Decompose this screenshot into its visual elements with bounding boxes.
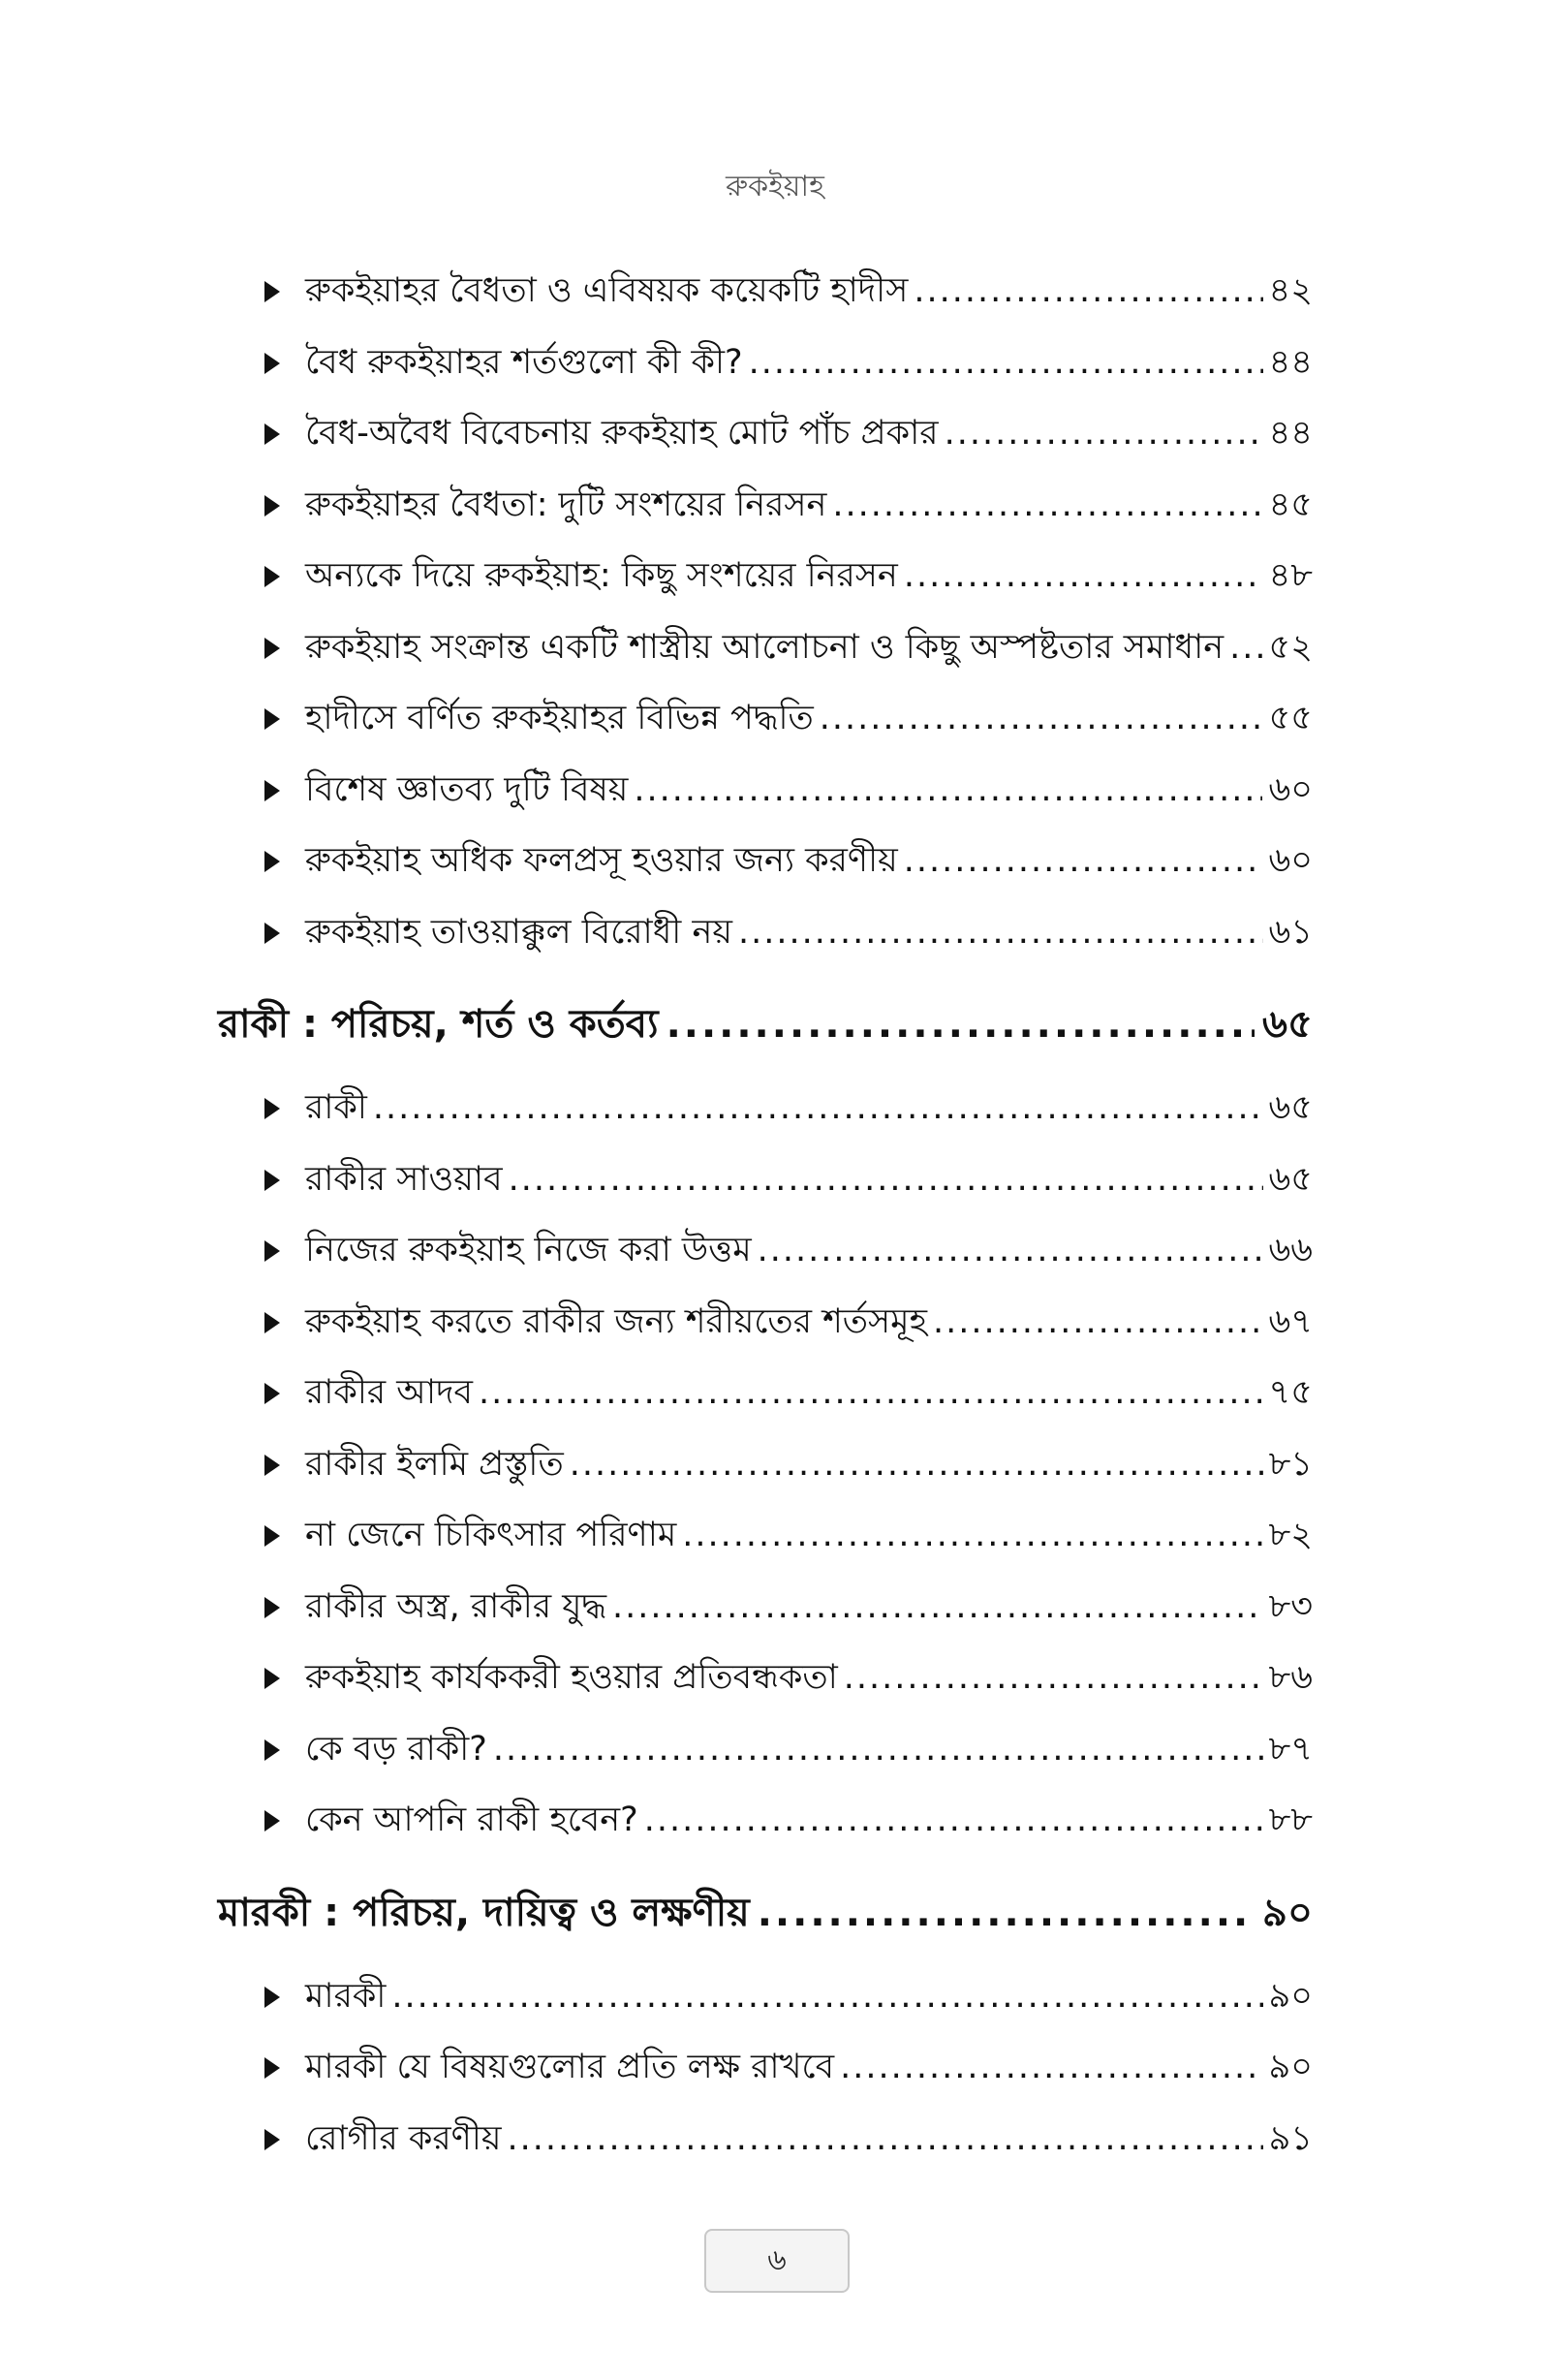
toc-entry-label: বিশেষ জ্ঞাতব্য দুটি বিষয়	[305, 769, 629, 809]
dot-leader	[749, 343, 1263, 382]
triangle-bullet-icon	[264, 423, 280, 445]
dot-leader	[820, 699, 1263, 737]
toc-entry	[218, 335, 1313, 407]
triangle-bullet-icon	[264, 281, 280, 302]
dot-leader	[945, 414, 1263, 453]
toc-entry-label: রাকী	[305, 1088, 367, 1127]
triangle-bullet-icon	[264, 1739, 280, 1761]
dot-leader	[479, 1373, 1263, 1412]
toc-entry-label: রুকইয়াহ সংক্রান্ত একটি শাস্ত্রীয় আলোচনা ও কিছু অস্পষ্টতার সমাধান	[305, 627, 1224, 667]
triangle-bullet-icon	[264, 1810, 280, 1832]
toc-entry-label: রুকইয়াহর বৈধতা: দুটি সংশয়ের নিরসন	[305, 485, 827, 524]
toc-entry-label: রুকইয়াহ অধিক ফলপ্রসূ হওয়ার জন্য করণীয়	[305, 841, 898, 880]
triangle-bullet-icon	[264, 1312, 280, 1333]
toc-entry-label: বৈধ রুকইয়াহর শর্তগুলো কী কী?	[305, 342, 743, 382]
dot-leader	[904, 841, 1263, 880]
toc-entry-page: ৮২	[1268, 1516, 1313, 1554]
toc-entry	[218, 1722, 1313, 1794]
dot-leader	[1229, 628, 1262, 667]
toc-entry-page: ৮৭	[1268, 1729, 1313, 1769]
toc-entry-page: ৮৩	[1268, 1586, 1313, 1626]
toc-group-2	[218, 1080, 1313, 1864]
dot-leader	[758, 1231, 1263, 1269]
section-title: রাকী : পরিচয়, শর্ত ও কর্তব্য	[218, 1002, 659, 1047]
toc-entry-page: ৪৪	[1268, 414, 1313, 453]
toc-group-1	[218, 264, 1313, 976]
toc-entry-page: ৯০	[1268, 1976, 1313, 2016]
dot-leader	[373, 1088, 1263, 1127]
dot-leader	[570, 1445, 1263, 1484]
triangle-bullet-icon	[264, 923, 280, 944]
triangle-bullet-icon	[264, 1240, 280, 1262]
toc-entry-page: ৪২	[1268, 271, 1313, 310]
toc-entry	[218, 1437, 1313, 1509]
toc-entry-page: ৬৬	[1268, 1231, 1313, 1269]
dot-leader	[634, 770, 1262, 809]
toc-entry-label: রাকীর ইলমি প্রস্তুতি	[305, 1444, 564, 1484]
dot-leader	[493, 1730, 1263, 1769]
dot-leader	[612, 1587, 1263, 1626]
toc-entry-page: ৯০	[1268, 2048, 1313, 2086]
dot-leader	[933, 1302, 1263, 1341]
toc-entry-label: হাদীসে বর্ণিত রুকইয়াহর বিভিন্ন পদ্ধতি	[305, 699, 814, 737]
toc-entry-label: নিজের রুকইয়াহ নিজে করা উত্তম	[305, 1231, 752, 1269]
triangle-bullet-icon	[264, 1170, 280, 1191]
dot-leader	[507, 2119, 1262, 2158]
toc-section-heading	[218, 993, 1313, 1080]
toc-entry	[218, 1295, 1313, 1366]
dot-leader	[666, 1002, 1255, 1047]
toc-entry	[218, 1650, 1313, 1722]
toc-entry	[218, 2112, 1313, 2183]
toc-entry	[218, 2040, 1313, 2112]
dot-leader	[914, 271, 1262, 310]
triangle-bullet-icon	[264, 1987, 280, 2008]
toc-entry	[218, 1580, 1313, 1651]
triangle-bullet-icon	[264, 851, 280, 872]
triangle-bullet-icon	[264, 1455, 280, 1476]
toc-entry-page: ৮৬	[1268, 1658, 1313, 1697]
toc-entry-page: ৬১	[1268, 912, 1313, 952]
triangle-bullet-icon	[264, 1597, 280, 1618]
toc-entry	[218, 1969, 1313, 2041]
toc-entry	[218, 620, 1313, 692]
dot-leader	[644, 1801, 1263, 1839]
toc-entry-label: রুকইয়াহর বৈধতা ও এবিষয়ক কয়েকটি হাদীস	[305, 271, 909, 310]
toc-entry-page: ৮১	[1268, 1444, 1313, 1484]
section-page: ৯০	[1262, 1890, 1313, 1935]
toc-entry	[218, 406, 1313, 478]
triangle-bullet-icon	[264, 1383, 280, 1404]
page-number: ৬	[704, 2229, 850, 2293]
toc-entry	[218, 1080, 1313, 1152]
toc-entry	[218, 763, 1313, 834]
triangle-bullet-icon	[264, 2057, 280, 2079]
toc-group-3	[218, 1969, 1313, 2183]
toc-entry	[218, 691, 1313, 763]
running-header: রুকইয়াহ	[726, 170, 824, 204]
section-title: মারকী : পরিচয়, দায়িত্ব ও লক্ষণীয়	[218, 1890, 750, 1935]
toc-entry-label: রুকইয়াহ করতে রাকীর জন্য শরীয়তের শর্তসমূহ	[305, 1301, 927, 1341]
dot-leader	[509, 1160, 1263, 1199]
toc-entry-page: ৬০	[1268, 769, 1313, 809]
toc-entry	[218, 478, 1313, 549]
dot-leader	[844, 1658, 1263, 1697]
toc-entry-page: ৯১	[1268, 2118, 1313, 2158]
toc-entry	[218, 264, 1313, 335]
toc-section-heading	[218, 1882, 1313, 1969]
dot-leader	[904, 556, 1263, 595]
toc-entry	[218, 1365, 1313, 1437]
toc-entry	[218, 833, 1313, 905]
triangle-bullet-icon	[264, 566, 280, 587]
triangle-bullet-icon	[264, 2129, 280, 2150]
toc-entry-label: রাকীর সাওয়াব	[305, 1159, 503, 1199]
triangle-bullet-icon	[264, 780, 280, 801]
toc-entry-label: কেন আপনি রাকী হবেন?	[305, 1801, 638, 1839]
triangle-bullet-icon	[264, 708, 280, 730]
toc-entry-label: মারকী যে বিষয়গুলোর প্রতি লক্ষ রাখবে	[305, 2048, 835, 2086]
toc-entry-label: রুকইয়াহ কার্যককরী হওয়ার প্রতিবন্ধকতা	[305, 1658, 838, 1697]
toc-entry-page: ৪৪	[1268, 342, 1313, 382]
toc-entry	[218, 1508, 1313, 1580]
triangle-bullet-icon	[264, 1668, 280, 1689]
toc-entry-label: মারকী	[305, 1976, 387, 2016]
toc-entry-page: ৪৮	[1268, 556, 1313, 595]
toc-entry-label: রুকইয়াহ তাওয়াক্কুল বিরোধী নয়	[305, 912, 732, 952]
dot-leader	[682, 1516, 1262, 1554]
toc-entry-label: বৈধ-অবৈধ বিবেচনায় রুকইয়াহ মোট পাঁচ প্রকার	[305, 414, 939, 453]
toc-entry-label: অন্যকে দিয়ে রুকইয়াহ: কিছু সংশয়ের নিরসন	[305, 556, 898, 595]
toc-entry-page: ৬৭	[1268, 1301, 1313, 1341]
dot-leader	[738, 913, 1263, 952]
toc-entry-page: ৫৫	[1268, 699, 1313, 737]
toc-entry-page: ৫২	[1268, 627, 1313, 667]
toc-entry-label: রাকীর অস্ত্র, রাকীর যুদ্ধ	[305, 1586, 607, 1626]
toc-entry-page: ৬৫	[1268, 1159, 1313, 1199]
toc-entry	[218, 548, 1313, 620]
toc-entry-page: ৭৫	[1268, 1373, 1313, 1412]
toc-entry-label: রোগীর করণীয়	[305, 2118, 502, 2158]
section-page: ৬৫	[1262, 1002, 1313, 1047]
toc-entry-page: ৪৫	[1268, 485, 1313, 524]
toc-entry-page: ৮৮	[1268, 1801, 1313, 1839]
triangle-bullet-icon	[264, 1525, 280, 1547]
dot-leader	[840, 2048, 1262, 2086]
toc-entry-label: না জেনে চিকিৎসার পরিণাম	[305, 1516, 677, 1554]
table-of-contents	[218, 264, 1313, 2182]
toc-entry-label: কে বড় রাকী?	[305, 1729, 487, 1769]
toc-entry	[218, 905, 1313, 977]
toc-entry	[218, 1152, 1313, 1224]
dot-leader	[758, 1891, 1255, 1935]
triangle-bullet-icon	[264, 353, 280, 374]
toc-entry	[218, 1793, 1313, 1864]
toc-entry-page: ৬০	[1268, 841, 1313, 880]
triangle-bullet-icon	[264, 495, 280, 517]
toc-entry-label: রাকীর আদব	[305, 1373, 473, 1412]
toc-entry	[218, 1223, 1313, 1295]
dot-leader	[391, 1977, 1262, 2016]
triangle-bullet-icon	[264, 1098, 280, 1119]
dot-leader	[832, 485, 1262, 524]
toc-entry-page: ৬৫	[1268, 1088, 1313, 1127]
triangle-bullet-icon	[264, 638, 280, 659]
